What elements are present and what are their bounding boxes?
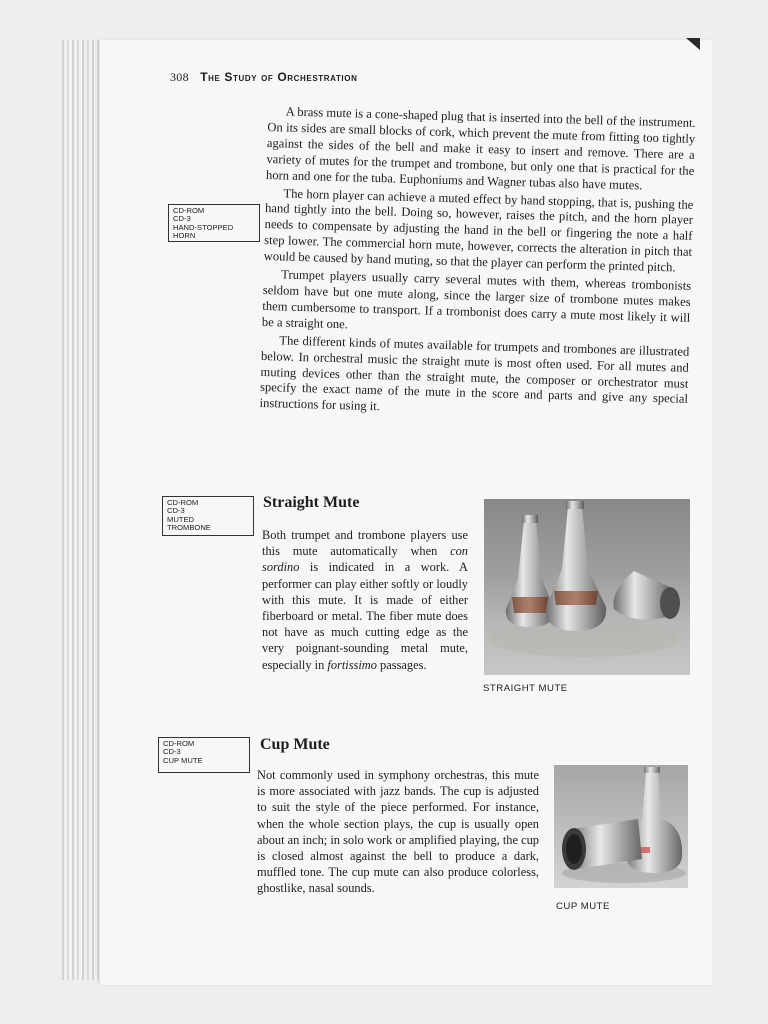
text-run: passages. (376, 657, 427, 672)
cd-box-line: TROMBONE (167, 523, 211, 533)
cd-reference-box (158, 737, 250, 773)
section-text (262, 527, 468, 673)
paragraph: Trumpet players usually carry several mutes with them, whereas trombonists seldom have but one mute along, since the larger size of trombone mutes makes them cumbersome to transport. If a trombonist does carry a mute most likely it will be a straight one. (261, 267, 692, 332)
cup-mute-illustration (554, 765, 688, 888)
italic-term: fortissimo (327, 657, 377, 672)
cd-box-line: CD-3 (163, 747, 181, 757)
italic-term: con sordino (262, 544, 468, 575)
photo-caption: STRAIGHT MUTE (483, 683, 568, 694)
book-title: The Study of Orchestration (200, 70, 358, 84)
paragraph: The different kinds of mutes available for trumpets and trombones are illustrated below. In orchestral music the straight mute is most often used. For all mutes and muting devices other than the straight mute, the composer or orchestrator must specify the exact name of the mute in the score and parts and give any special instructions for using it. (259, 333, 690, 414)
cd-reference-box (162, 496, 254, 536)
cd-box-line: CUP MUTE (163, 755, 203, 765)
paragraph: A brass mute is a cone-shaped plug that is inserted into the bell of the instrument. On its sides are small blocks of cork, which prevent the mute from fitting too tightly against the sides of the bell and make it easy to insert and remove. There are a variety of mutes for the trumpet and trombone, but only one that is practical for the horn and one for the tuba. Euphoniums and Wagner tubas also have mutes. (265, 104, 696, 193)
text-run: is indicated in a work. A performer can play either softly or loudly with this mute. It is made of either fiberboard or metal. The fiber mute does not have as much cutting edge as the very poignant-sounding metal mute, especially in (262, 560, 468, 672)
straight-mute-photo (484, 499, 690, 675)
paragraph: The horn player can achieve a muted effect by hand stopping, that is, pushing the hand tightly into the bell. Doing so, however, raises the pitch, and the horn player needs to compensate by adjusting the hand in the bell or fingering the note a half step lower. The commercial horn mute, however, corrects the alteration in pitch that would be caused by hand muting, so that the player can perform the printed pitch. (263, 186, 694, 275)
cd-box-line: CD-3 (167, 506, 185, 516)
cd-box-line: CD-ROM (173, 206, 205, 215)
running-head (170, 70, 357, 85)
cd-box-line: HAND-STOPPED (173, 222, 234, 232)
cup-mute-photo (554, 765, 688, 888)
intro-text (259, 104, 695, 426)
page-number: 308 (170, 70, 189, 84)
cd-box-line: HORN (173, 231, 196, 241)
cd-box-line: CD-3 (173, 214, 191, 224)
cd-box-line: CD-ROM (167, 498, 199, 507)
cd-reference-box (168, 204, 260, 242)
section-text: Not commonly used in symphony orchestras, this mute is more associated with jazz bands. The cup is adjusted to suit the style of the piece performed. For instance, when the whole section plays, the cup is usually open about an inch; in solo work or amplified playing, the cup is closed almost against the bell to produce a dark, muffled tone. The cup mute can also produce colorless, ghostlike, nasal sounds. (257, 768, 539, 896)
cd-box-line: MUTED (167, 514, 194, 524)
straight-mute-illustration (484, 499, 690, 675)
photo-caption: CUP MUTE (556, 901, 610, 912)
section-heading: Cup Mute (260, 736, 330, 753)
text-run: Both trumpet and trombone players use this mute automatically when (262, 528, 468, 559)
page-corner-mark (686, 38, 700, 50)
cd-box-line: CD-ROM (163, 739, 195, 748)
section-heading: Straight Mute (263, 494, 360, 511)
